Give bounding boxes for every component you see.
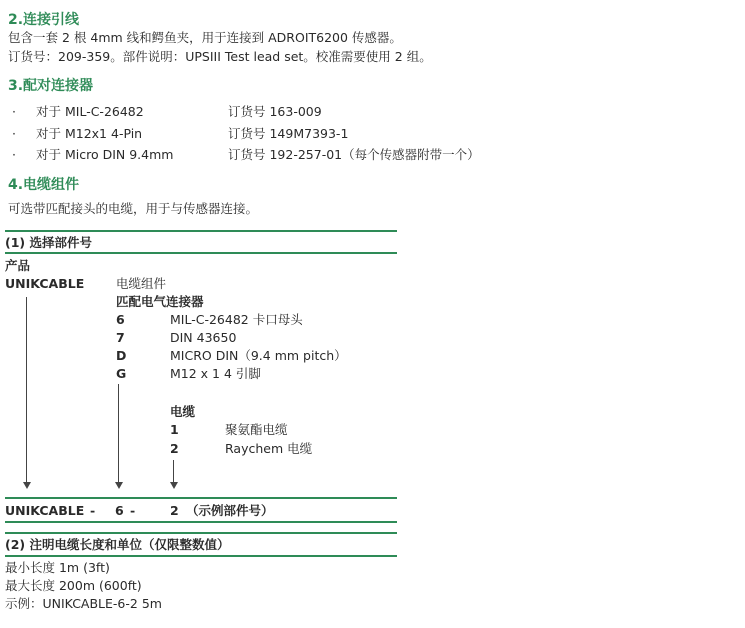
section-2-line-2: 订货号：209-359。部件说明：UPSIII Test lead set。校准需要使用 2 组。 xyxy=(8,49,432,64)
example-connector: 6 xyxy=(115,503,124,518)
cable-arrow-line xyxy=(173,460,174,483)
connector-heading: 匹配电气连接器 xyxy=(116,294,204,309)
example-dash: - xyxy=(90,503,96,518)
product-label: 产品 xyxy=(5,258,31,273)
section-4-desc: 可选带匹配接头的电缆，用于与传感器连接。 xyxy=(8,201,259,216)
example-product: UNIKCABLE xyxy=(5,503,85,518)
connector-desc: MICRO DIN（9.4 mm pitch） xyxy=(170,348,347,363)
cable-code: 1 xyxy=(170,422,179,437)
arrow-down-icon xyxy=(170,482,178,489)
cable-desc: Raychem 电缆 xyxy=(225,441,313,456)
product-arrow-line xyxy=(26,297,27,483)
connector-label: 对于 MIL-C-26482 xyxy=(36,104,144,119)
divider xyxy=(5,497,397,499)
cable-heading: 电缆 xyxy=(170,404,196,419)
section-4-title: 4.电缆组件 xyxy=(8,177,80,193)
connector-desc: M12 x 1 4 引脚 xyxy=(170,366,261,381)
example-cable: 2 xyxy=(170,503,179,518)
section-2-title: 2.连接引线 xyxy=(8,12,80,28)
connector-code: 7 xyxy=(116,330,125,345)
order-number: 订货号 192-257-01（每个传感器附带一个） xyxy=(228,147,480,162)
length-example: 示例：UNIKCABLE-6-2 5m xyxy=(5,596,162,611)
select-part-header: (1) 选择部件号 xyxy=(5,235,92,250)
connector-label: 对于 Micro DIN 9.4mm xyxy=(36,147,174,162)
connector-label: 对于 M12x1 4-Pin xyxy=(36,126,143,141)
divider xyxy=(5,230,397,232)
divider xyxy=(5,555,397,557)
order-number: 订货号 149M7393-1 xyxy=(228,126,349,141)
divider xyxy=(5,252,397,254)
example-note: （示例部件号） xyxy=(186,503,274,518)
max-length: 最大长度 200m (600ft) xyxy=(5,578,142,593)
cable-desc: 聚氨酯电缆 xyxy=(225,422,288,437)
length-header: (2) 注明电缆长度和单位（仅限整数值） xyxy=(5,537,230,552)
divider xyxy=(5,521,397,523)
arrow-down-icon xyxy=(23,482,31,489)
connector-code: 6 xyxy=(116,312,125,327)
bullet: · xyxy=(12,126,16,141)
connector-desc: DIN 43650 xyxy=(170,330,237,345)
connector-code: D xyxy=(116,348,127,363)
section-2-line-1: 包含一套 2 根 4mm 线和鳄鱼夹，用于连接到 ADROIT6200 传感器。 xyxy=(8,30,402,45)
product-code: UNIKCABLE xyxy=(5,276,85,291)
divider xyxy=(5,532,397,534)
min-length: 最小长度 1m (3ft) xyxy=(5,560,110,575)
cable-code: 2 xyxy=(170,441,179,456)
example-dash: - xyxy=(130,503,136,518)
connector-arrow-line xyxy=(118,384,119,483)
arrow-down-icon xyxy=(115,482,123,489)
connector-desc: MIL-C-26482 卡口母头 xyxy=(170,312,303,327)
bullet: · xyxy=(12,147,16,162)
connector-code: G xyxy=(116,366,127,381)
order-number: 订货号 163-009 xyxy=(228,104,322,119)
product-desc: 电缆组件 xyxy=(116,276,167,291)
section-3-title: 3.配对连接器 xyxy=(8,78,94,94)
bullet: · xyxy=(12,104,16,119)
